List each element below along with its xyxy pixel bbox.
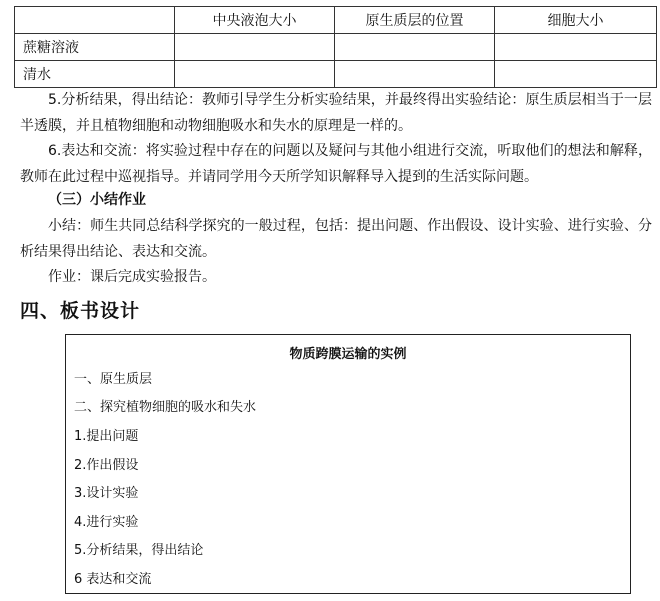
table-header-cell	[15, 7, 175, 34]
paragraph-summary: 小结：师生共同总结科学探究的一般过程，包括：提出问题、作出假设、设计实验、进行实验、分析结果得出结论、表达和交流。	[20, 218, 652, 260]
table-header-row	[15, 7, 657, 34]
board-item: 二、探究植物细胞的吸水和失水	[74, 400, 257, 415]
board-title: 物质跨膜运输的实例	[289, 347, 407, 362]
board-item: 一、原生质层	[74, 372, 153, 387]
table-cell	[175, 61, 335, 88]
paragraph-homework: 作业：课后完成实验报告。	[48, 269, 216, 285]
table-row-label: 清水	[15, 61, 175, 88]
table-cell	[175, 34, 335, 61]
table-cell	[335, 34, 495, 61]
table-header-cell: 细胞大小	[495, 7, 657, 34]
board-item: 1.提出问题	[74, 429, 139, 444]
paragraph-analyze-results: 5.分析结果，得出结论：教师引导学生分析实验结果，并最终得出实验结论：原生质层相当于一层半透膜，并且植物细胞和动物细胞吸水和失水的原理是一样的。	[20, 92, 652, 134]
experiment-table	[14, 6, 657, 88]
board-item: 2.作出假设	[74, 458, 139, 473]
table-header-cell: 原生质层的位置	[335, 7, 495, 34]
table-row	[15, 34, 657, 61]
board-item: 5.分析结果，得出结论	[74, 543, 204, 558]
table-row-label: 蔗糖溶液	[15, 34, 175, 61]
sub-heading-summary-homework: （三）小结作业	[48, 192, 146, 208]
table-cell	[495, 34, 657, 61]
table-cell	[495, 61, 657, 88]
board-item: 4.进行实验	[74, 515, 139, 530]
board-item: 6 表达和交流	[74, 572, 152, 587]
section-heading-board-design: 四、板书设计	[20, 300, 141, 322]
board-item: 3.设计实验	[74, 486, 139, 501]
table-row	[15, 61, 657, 88]
table-header-cell: 中央液泡大小	[175, 7, 335, 34]
table-cell	[335, 61, 495, 88]
board-design-box	[65, 334, 631, 594]
paragraph-express-communicate: 6.表达和交流：将实验过程中存在的问题以及疑问与其他小组进行交流，听取他们的想法和解释，教师在此过程中巡视指导。并请同学用今天所学知识解释导入提到的生活实际问题。	[20, 143, 652, 185]
